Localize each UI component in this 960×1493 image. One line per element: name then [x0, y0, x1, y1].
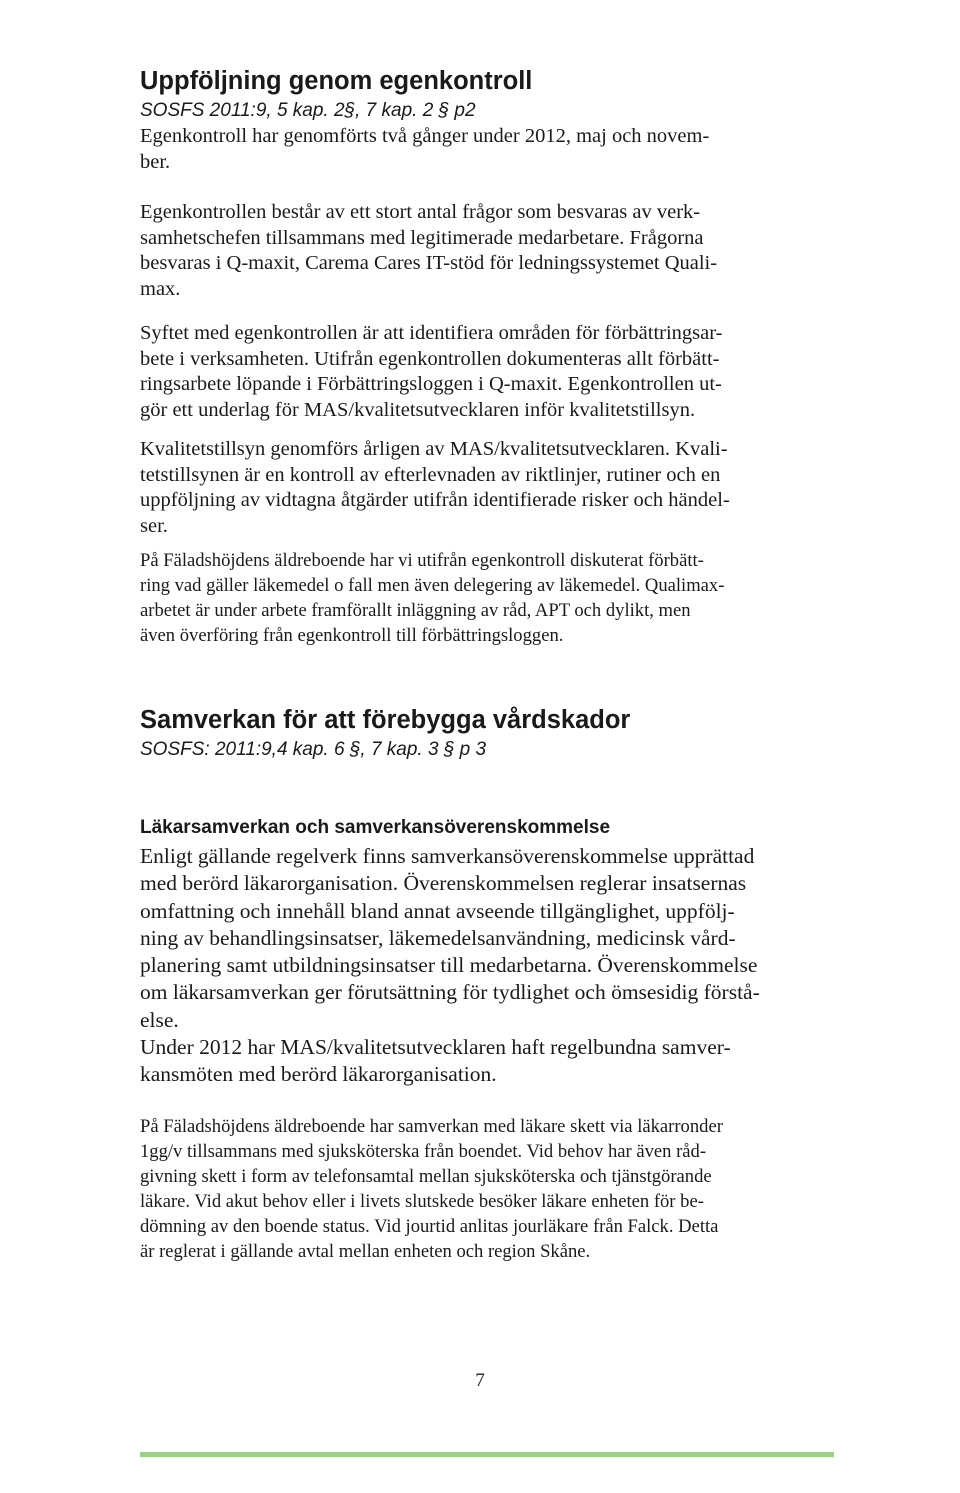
text-line: kansmöten med berörd läkarorganisation.: [140, 1062, 497, 1087]
text-line: planering samt utbildningsinsatser till medarbetarna. Överenskommelse: [140, 953, 758, 978]
text-line: ser.: [140, 514, 168, 537]
text-line: Egenkontroll har genomförts två gånger under 2012, maj och novem-: [140, 125, 710, 147]
text-line: Under 2012 har MAS/kvalitetsutvecklaren haft regelbundna samver-: [140, 1035, 731, 1060]
paragraph: [140, 1114, 830, 1264]
regulation-reference: SOSFS: 2011:9,4 kap. 6 §, 7 kap. 3 § p 3: [140, 739, 487, 760]
section-heading-egenkontroll: Uppföljning genom egenkontroll: [140, 67, 533, 95]
paragraph: [140, 437, 830, 539]
text-line: ringsarbete löpande i Förbättringsloggen i Q-maxit. Egenkontrollen ut-: [140, 373, 722, 395]
paragraph: [140, 124, 830, 175]
text-line: ber.: [140, 150, 171, 173]
text-line: På Fäladshöjdens äldreboende har samverkan med läkare skett via läkarronder: [140, 1115, 723, 1137]
text-line: Enligt gällande regelverk finns samverkansöverenskommelse upprättad: [140, 844, 755, 868]
paragraph: [140, 548, 830, 648]
text-line: omfattning och innehåll bland annat avseende tillgänglighet, uppfölj-: [140, 898, 735, 923]
paragraph: [140, 200, 830, 302]
text-line: givning skett i form av telefonsamtal mellan sjuksköterska och tjänstgörande: [140, 1165, 712, 1187]
text-line: läkare. Vid akut behov eller i livets slutskede besöker läkare enheten för be-: [140, 1190, 704, 1212]
text-line: bete i verksamheten. Utifrån egenkontrollen dokumenteras allt förbätt-: [140, 347, 720, 370]
text-line: med berörd läkarorganisation. Överenskommelsen reglerar insatsernas: [140, 871, 747, 896]
text-line: else.: [140, 1007, 179, 1032]
regulation-reference: SOSFS 2011:9, 5 kap. 2§, 7 kap. 2 § p2: [140, 100, 476, 121]
paragraph: [140, 321, 830, 423]
text-line: arbetet är under arbete framförallt inläggning av råd, APT och dylikt, men: [140, 600, 691, 621]
text-line: På Fäladshöjdens äldreboende har vi utifrån egenkontroll diskuterat förbätt-: [140, 550, 704, 571]
page-content: [140, 64, 830, 1264]
text-line: Kvalitetstillsyn genomförs årligen av MAS/kvalitetsutvecklaren. Kvali-: [140, 438, 728, 460]
text-line: är reglerat i gällande avtal mellan enheten och region Skåne.: [140, 1240, 591, 1262]
paragraph: [140, 843, 830, 1089]
text-line: Egenkontrollen består av ett stort antal frågor som besvaras av verk-: [140, 201, 701, 223]
text-line: 1gg/v tillsammans med sjuksköterska från boendet. Vid behov har även råd-: [140, 1140, 707, 1162]
text-line: gör ett underlag för MAS/kvalitetsutvecklaren inför kvalitetstillsyn.: [140, 398, 696, 421]
text-line: samhetschefen tillsammans med legitimerade medarbetare. Frågorna: [140, 226, 704, 249]
footer-bar: [140, 1452, 834, 1457]
text-line: tetstillsynen är en kontroll av efterlevnaden av riktlinjer, rutiner och en: [140, 463, 721, 486]
text-line: ring vad gäller läkemedel o fall men även delegering av läkemedel. Qualimax-: [140, 575, 725, 596]
text-line: besvaras i Q-maxit, Carema Cares IT-stöd för ledningssystemet Quali-: [140, 252, 718, 274]
text-line: om läkarsamverkan ger förutsättning för tydlighet och ömsesidig förstå-: [140, 980, 760, 1005]
text-line: ning av behandlingsinsatser, läkemedelsanvändning, medicinsk vård-: [140, 925, 736, 950]
section-heading-samverkan: Samverkan för att förebygga vårdskador: [140, 706, 631, 734]
text-line: uppföljning av vidtagna åtgärder utifrån identifierade risker och händel-: [140, 489, 730, 511]
text-line: även överföring från egenkontroll till förbättringsloggen.: [140, 625, 564, 646]
text-line: Syftet med egenkontrollen är att identifiera områden för förbättringsar-: [140, 322, 723, 344]
text-line: max.: [140, 277, 181, 300]
text-line: dömning av den boende status. Vid jourtid anlitas jourläkare från Falck. Detta: [140, 1215, 719, 1237]
subheading-lakarsamverkan: Läkarsamverkan och samverkansöverenskommelse: [140, 817, 611, 838]
page-number: 7: [475, 1370, 485, 1391]
